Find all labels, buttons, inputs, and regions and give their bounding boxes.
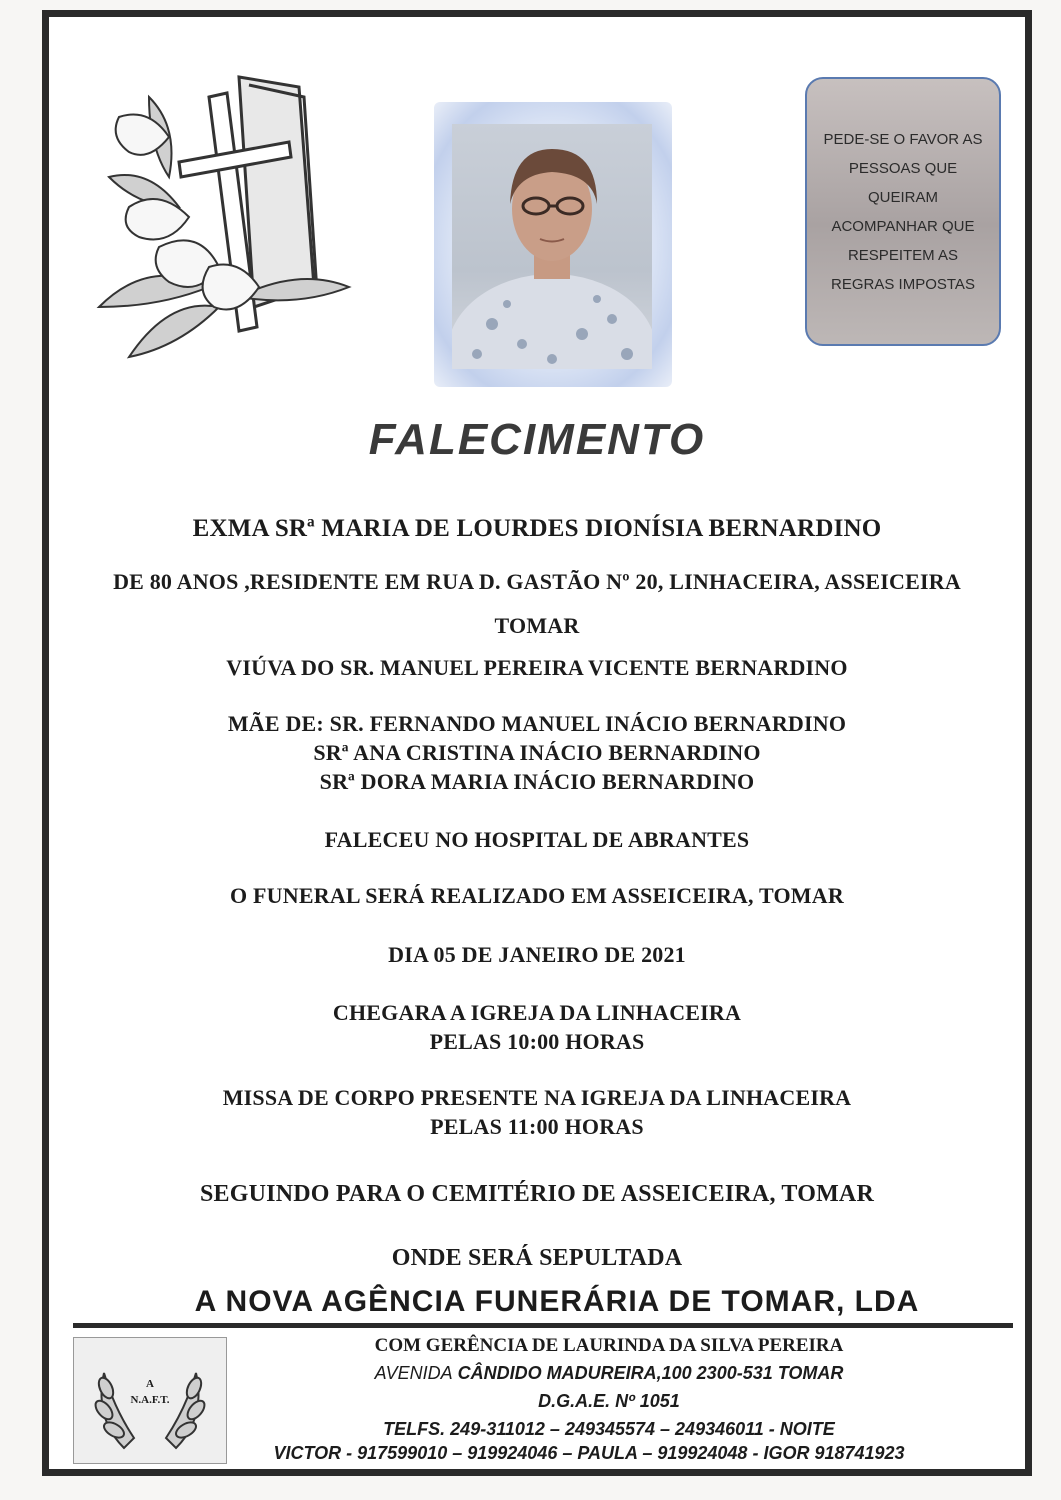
mass-line: MISSA DE CORPO PRESENTE NA IGREJA DA LINHACEIRA [222,1085,852,1110]
funeral-location: O FUNERAL SERÁ REALIZADO EM ASSEICEIRA, TOMAR [230,883,844,908]
mother-of-line: MÃE DE: SR. FERNANDO MANUEL INÁCIO BERNARDINO [227,711,847,736]
address-prefix: AVENIDA [374,1363,453,1383]
page-title: FALECIMENTO [368,415,706,464]
cross-lilies-icon [89,57,359,377]
town: TOMAR [494,613,580,638]
arrival-line: CHEGARA A IGREJA DA LINHACEIRA [332,1000,742,1025]
notice-line: ACOMPANHAR QUE [831,217,975,235]
management-line: COM GERÊNCIA DE LAURINDA DA SILVA PEREIRA [374,1335,844,1356]
age-residence: DE 80 ANOS ,RESIDENTE EM RUA D. GASTÃO Nº 20, LINHACEIRA, ASSEICEIRA [113,569,961,594]
notice-line: PESSOAS QUE [848,159,958,177]
portrait-photo [452,124,652,369]
agency-name: A NOVA AGÊNCIA FUNERÁRIA DE TOMAR, LDA [194,1285,920,1318]
portrait-frame [434,102,672,387]
address-line [199,1363,1019,1384]
restrictions-notice [805,77,1001,346]
address-value: CÂNDIDO MADUREIRA,100 2300-531 TOMAR [457,1363,844,1383]
notice-line: REGRAS IMPOSTAS [831,275,975,293]
seal-letter: A [146,1378,154,1390]
arrival-time: PELAS 10:00 HORAS [429,1029,645,1054]
notice-line: QUEIRAM [867,188,938,206]
funeral-date: DIA 05 DE JANEIRO DE 2021 [388,942,686,967]
seal-text: N.A.F.T. [130,1394,170,1406]
deceased-name: EXMA SRª MARIA DE LOURDES DIONÍSIA BERNARDINO [192,515,882,542]
contacts-line: VICTOR - 917599010 – 919924046 – PAULA – 919924048 - IGOR 918741923 [273,1443,905,1463]
mother-of-line: SRª ANA CRISTINA INÁCIO BERNARDINO [313,740,761,765]
place-of-death: FALECEU NO HOSPITAL DE ABRANTES [324,827,750,852]
burial-line: ONDE SERÁ SEPULTADA [391,1245,683,1271]
divider [73,1323,1013,1328]
dgae-line: D.G.A.E. Nº 1051 [538,1391,680,1411]
obituary-frame [42,10,1032,1476]
phones-line: TELFS. 249-311012 – 249345574 – 249346011 - NOITE [383,1419,835,1439]
notice-line: RESPEITEM AS [847,246,959,264]
person-silhouette-icon [452,124,652,369]
mother-of-line: SRª DORA MARIA INÁCIO BERNARDINO [319,769,755,794]
mass-time: PELAS 11:00 HORAS [430,1114,644,1139]
cemetery-line: SEGUINDO PARA O CEMITÉRIO DE ASSEICEIRA, TOMAR [200,1181,874,1207]
notice-line: PEDE-SE O FAVOR AS [823,130,983,148]
widow-line: VIÚVA DO SR. MANUEL PEREIRA VICENTE BERNARDINO [226,655,848,680]
